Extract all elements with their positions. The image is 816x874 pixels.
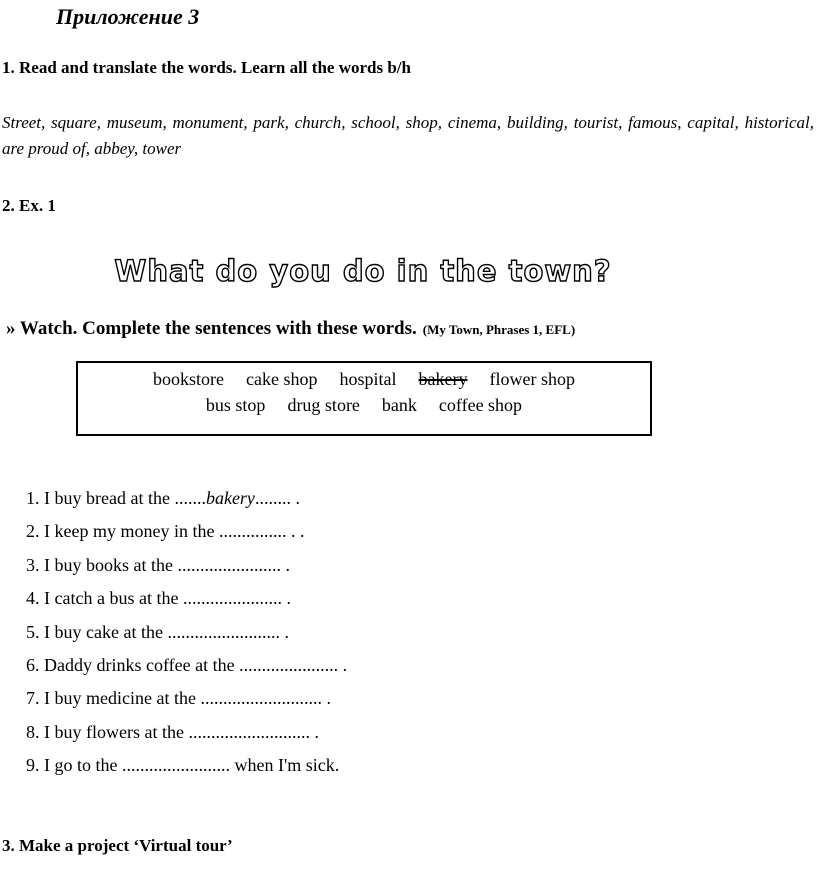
blank-dots-end: ........ .: [254, 488, 300, 508]
sentence-text: I buy cake at the: [44, 621, 168, 642]
section-1-heading: 1. Read and translate the words. Learn all the words b/h: [2, 58, 411, 77]
worksheet-title: What do you do in the town?: [114, 254, 612, 288]
sentence-1: [26, 484, 347, 517]
sentence-7: [26, 684, 347, 717]
sentence-number: 5.: [26, 621, 40, 642]
blank-dots: ....................... .: [177, 554, 290, 575]
sentence-text: I buy medicine at the: [44, 688, 201, 709]
sentence-2: [26, 517, 347, 550]
sentence-8: [26, 718, 347, 751]
blank-dots: ........................... .: [188, 721, 319, 742]
example-answer: bakery: [205, 488, 255, 508]
blank-dots: .......: [174, 488, 206, 508]
sentence-3: [26, 551, 347, 584]
sentence-4: [26, 584, 347, 617]
word-hospital: hospital: [339, 369, 397, 389]
word-box-row-1: [78, 369, 650, 390]
instruction-text: » Watch. Complete the sentences with these words.: [6, 318, 417, 339]
sentence-text: I go to the: [44, 755, 122, 776]
sentence-number: 8.: [26, 721, 40, 742]
sentence-number: 7.: [26, 688, 40, 709]
word-flower-shop: flower shop: [489, 369, 575, 389]
instruction: [6, 318, 575, 340]
word-drug-store: drug store: [287, 395, 360, 415]
blank-dots: ........................... .: [200, 688, 331, 709]
sentence-5: [26, 618, 347, 651]
sentence-text: I keep my money in the: [44, 521, 219, 542]
word-bank: bank: [381, 395, 417, 415]
sentence-number: 4.: [26, 588, 40, 609]
sentence-number: 9.: [26, 755, 40, 776]
sentence-number: 2.: [26, 521, 40, 542]
section-2-heading: 2. Ex. 1: [2, 196, 56, 215]
vocabulary-list: Street, square, museum, monument, park, church, school, shop, cinema, building, tourist, famous, capital, historical, are proud of, abbey, tower: [2, 113, 814, 158]
appendix-title: Приложение 3: [56, 4, 200, 29]
blank-dots: ...................... .: [182, 588, 291, 609]
word-coffee-shop: coffee shop: [438, 395, 523, 415]
word-cake-shop: cake shop: [246, 369, 318, 389]
sentence-number: 1.: [26, 488, 40, 508]
sentence-text: I buy flowers at the: [44, 721, 189, 742]
sentence-6: [26, 651, 347, 684]
blank-dots: ...................... .: [239, 654, 348, 675]
blank-dots: ......................... .: [167, 621, 289, 642]
sentence-text: I buy bread at the: [44, 488, 175, 508]
sentence-number: 3.: [26, 554, 40, 575]
sentence-number: 6.: [26, 654, 40, 675]
sentence-text: I buy books at the: [44, 554, 178, 575]
section-3-heading: 3. Make a project ‘Virtual tour’: [2, 836, 233, 855]
blank-dots: ........................: [122, 755, 230, 776]
word-bakery-crossed: bakery: [418, 369, 468, 389]
blank-dots: ............... . .: [218, 521, 305, 542]
word-bus-stop: bus stop: [205, 395, 266, 415]
sentence-9: [26, 751, 347, 784]
word-bookstore: bookstore: [153, 369, 225, 389]
word-box-row-2: [78, 395, 650, 416]
sentence-text: I catch a bus at the: [44, 588, 183, 609]
sentence-ending: when I'm sick.: [230, 755, 340, 776]
sentence-list: [26, 484, 347, 785]
word-box: [76, 361, 652, 436]
instruction-source: (My Town, Phrases 1, EFL): [422, 322, 576, 337]
sentence-text: Daddy drinks coffee at the: [44, 654, 240, 675]
